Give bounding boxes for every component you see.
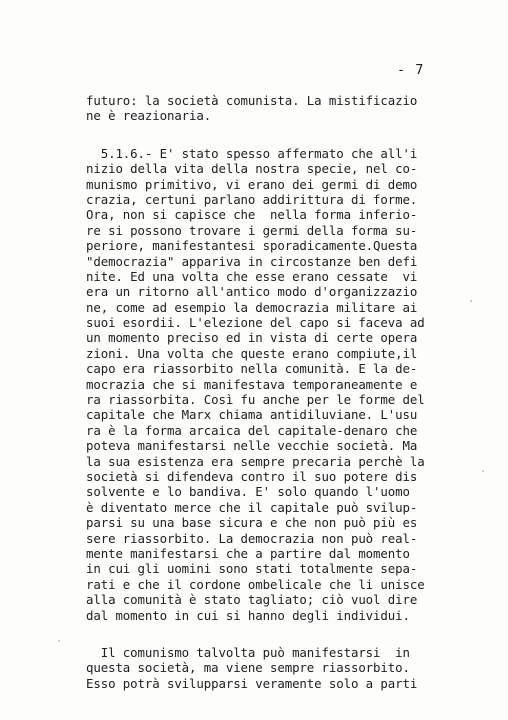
text-line: mente manifestarsi che a partire dal momento — [86, 545, 410, 561]
paper-speck — [58, 640, 60, 642]
text-line: 5.1.6.- E' stato spesso affermato che all'i — [86, 145, 418, 161]
text-line: un momento preciso ed in vista di certe opera — [86, 330, 418, 346]
text-line: la sua esistenza era sempre precaria perchè la — [86, 453, 425, 469]
text-line: è diventato merce che il capitale può svilup- — [86, 499, 418, 515]
text-line: Ora, non si capisce che nella forma inferio- — [86, 207, 418, 223]
text-line: Esso potrà svilupparsi veramente solo a parti — [86, 675, 418, 691]
text-line: zioni. Una volta che queste erano compiute,il — [86, 345, 418, 361]
text-line: era un ritorno all'antico modo d'organizzazio — [86, 284, 418, 300]
text-line: capo era riassorbito nella comunità. E la de- — [86, 361, 418, 377]
text-line: società si difendeva contro il suo potere dis — [86, 468, 418, 484]
paper-speck — [482, 470, 484, 472]
text-line: in cui gli uomini sono stati totalmente sepa- — [86, 561, 418, 577]
text-line: Il comunismo talvolta può manifestarsi in — [86, 644, 410, 660]
text-line: munismo primitivo, vi erano dei germi di demo — [86, 176, 418, 192]
text-line: periore, manifestantesi sporadicamente.Questa — [86, 238, 418, 254]
text-line: nizio della vita della nostra specie, nel co- — [86, 161, 418, 177]
text-line: solvente e lo bandiva. E' solo quando l'uomo — [86, 484, 410, 500]
text-line: mocrazia che si manifestava temporaneamente e — [86, 376, 418, 392]
paper-speck — [470, 300, 472, 302]
text-line: ra riassorbita. Così fu anche per le forme del — [86, 392, 425, 408]
paragraph-gap — [86, 124, 456, 146]
text-line: rati e che il cordone ombelicale che li unisce — [86, 576, 425, 592]
text-line: parsi su una base sicura e che non può più es — [86, 515, 418, 531]
text-line: capitale che Marx chiama antidiluviane. L'usu — [86, 407, 418, 423]
paragraph-gap — [86, 623, 456, 645]
paragraph — [86, 146, 456, 623]
body-text — [86, 93, 456, 691]
text-line: questa società, ma viene sempre riassorbito. — [86, 660, 410, 676]
text-line: suoi esordii. L'elezione del capo si faceva ad — [86, 315, 425, 331]
text-line: ne, come ad esempio la democrazia militare ai — [86, 299, 418, 315]
text-line: alla comunità è stato tagliato; ciò vuol dire — [86, 592, 418, 608]
text-line: sere riassorbito. La democrazia non può real- — [86, 530, 418, 546]
text-line: ne è reazionaria. — [86, 108, 212, 124]
text-line: nite. Ed una volta che esse erano cessate vi — [86, 268, 418, 284]
text-line: poteva manifestarsi nelle vecchie società. Ma — [86, 438, 418, 454]
paragraph — [86, 93, 456, 124]
text-line: ra è la forma arcaica del capitale-denaro che — [86, 422, 418, 438]
text-line: re si possono trovare i germi della forma su- — [86, 222, 418, 238]
text-line: dal momento in cui si hanno degli individui. — [86, 607, 410, 623]
text-line: futuro: la società comunista. La mistificazio — [86, 93, 418, 108]
text-line: crazia, certuni parlano addirittura di forme. — [86, 191, 418, 207]
paragraph — [86, 645, 456, 691]
text-line: "democrazia" appariva in circostanze ben defi — [86, 253, 418, 269]
page-number: - 7 — [397, 62, 425, 78]
